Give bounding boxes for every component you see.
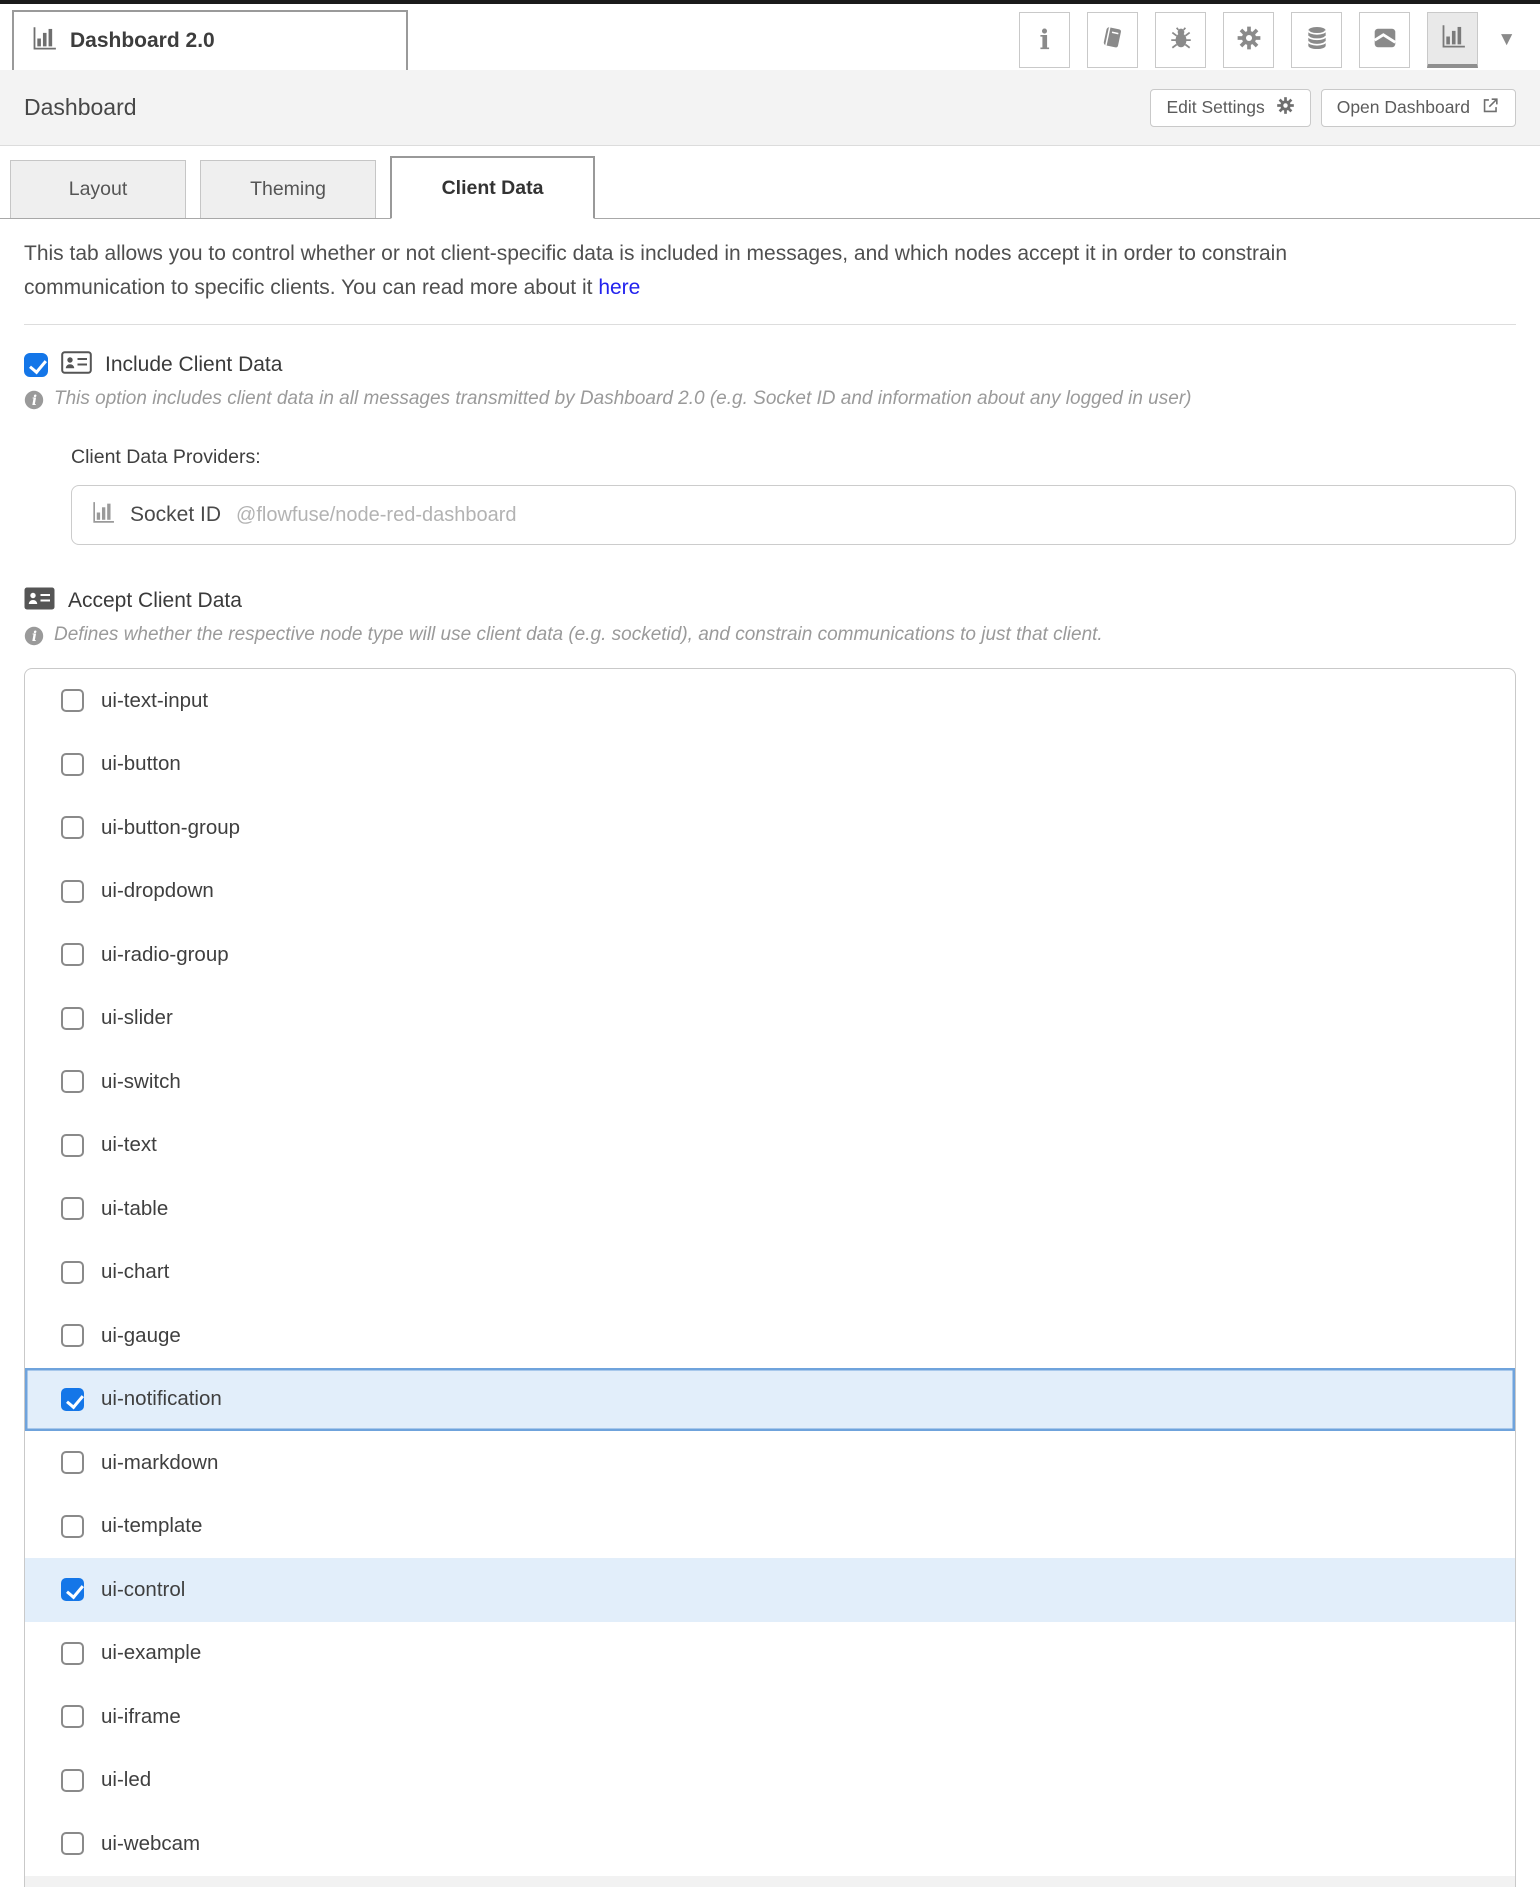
node-label: ui-control — [101, 1577, 186, 1601]
node-label: ui-table — [101, 1196, 169, 1220]
node-row-ui-webcam[interactable] — [25, 1812, 1515, 1876]
config-tab-button[interactable] — [1223, 12, 1274, 68]
node-label: ui-button-group — [101, 815, 241, 839]
dashboard-tab-button[interactable] — [1427, 12, 1478, 68]
tab-theming[interactable]: Theming — [200, 160, 376, 218]
node-row-ui-text-input[interactable] — [25, 669, 1515, 733]
dashboard-header — [0, 70, 1540, 146]
node-checkbox[interactable] — [61, 943, 84, 966]
node-checkbox[interactable] — [61, 1134, 84, 1157]
include-client-data-checkbox[interactable] — [24, 353, 48, 377]
node-checkbox[interactable] — [61, 753, 84, 776]
node-checkbox[interactable] — [61, 1007, 84, 1030]
settings-tabs — [0, 156, 1540, 219]
node-label: ui-example — [101, 1641, 202, 1665]
node-label: ui-text — [101, 1133, 157, 1157]
node-checkbox[interactable] — [61, 1324, 84, 1347]
node-label: ui-dropdown — [101, 879, 214, 903]
tab-bar — [0, 4, 1540, 70]
tab-client-data[interactable]: Client Data — [390, 156, 595, 219]
include-info-text: This option includes client data in all messages transmitted by Dashboard 2.0 (e.g. Socket ID and information about any logged in user) — [54, 388, 1192, 409]
node-row-ui-button-group[interactable] — [25, 796, 1515, 860]
node-label: ui-webcam — [101, 1831, 201, 1855]
node-label: ui-slider — [101, 1006, 173, 1030]
node-label: ui-gauge — [101, 1323, 181, 1347]
include-client-data-row — [24, 351, 1516, 379]
node-checkbox[interactable] — [61, 689, 84, 712]
svg-text:i: i — [31, 628, 38, 645]
tab-label: Dashboard 2.0 — [70, 29, 215, 52]
node-row-ui-chart[interactable] — [25, 1241, 1515, 1305]
accept-info-text: Defines whether the respective node type will use client data (e.g. socketid), and constrain communications to just that client. — [54, 624, 1103, 645]
node-row-ui-markdown[interactable] — [25, 1431, 1515, 1495]
debug-tab-button[interactable] — [1155, 12, 1206, 68]
node-checkbox[interactable] — [61, 1070, 84, 1093]
node-row-ui-template[interactable] — [25, 1495, 1515, 1559]
node-checkbox[interactable] — [61, 1388, 84, 1411]
svg-text:i: i — [31, 392, 38, 409]
info-tab-button[interactable] — [1019, 12, 1070, 68]
list-partial-row — [25, 1876, 1515, 1887]
divider — [24, 324, 1516, 325]
node-label: ui-radio-group — [101, 942, 229, 966]
node-label: ui-button — [101, 752, 181, 776]
node-row-ui-table[interactable] — [25, 1177, 1515, 1241]
node-checkbox[interactable] — [61, 1578, 84, 1601]
node-row-ui-switch[interactable] — [25, 1050, 1515, 1114]
book-icon — [1100, 25, 1126, 56]
bug-icon — [1168, 25, 1194, 56]
tab-dashboard-2-0[interactable] — [12, 10, 408, 70]
id-card-icon — [61, 351, 92, 379]
external-link-icon — [1481, 96, 1500, 120]
node-label: ui-template — [101, 1514, 203, 1538]
bar-chart-icon — [1439, 23, 1466, 55]
sidebar-toolbar — [1019, 12, 1516, 68]
layers-tab-button[interactable] — [1359, 12, 1410, 68]
bar-chart-icon — [30, 25, 57, 57]
open-dashboard-button[interactable] — [1321, 89, 1516, 127]
providers-label: Client Data Providers: — [71, 446, 261, 468]
node-row-ui-slider[interactable] — [25, 987, 1515, 1051]
node-checkbox[interactable] — [61, 1769, 84, 1792]
intro-text: This tab allows you to control whether or not client-specific data is included in messages, and which nodes accept it in order to constrain communication to specific clients. You can read more about it here — [24, 242, 1287, 299]
node-row-ui-dropdown[interactable] — [25, 860, 1515, 924]
accept-info-row — [24, 624, 1516, 646]
header-buttons — [1150, 89, 1516, 127]
node-label: ui-markdown — [101, 1450, 219, 1474]
open-dashboard-label: Open Dashboard — [1336, 97, 1470, 117]
database-icon — [1304, 25, 1330, 56]
node-row-ui-notification[interactable] — [25, 1368, 1515, 1432]
include-info-row — [24, 388, 1516, 410]
layers-icon — [1372, 25, 1398, 56]
include-client-data-label: Include Client Data — [105, 353, 283, 376]
gear-icon — [1276, 96, 1295, 120]
node-label: ui-notification — [101, 1387, 222, 1411]
node-checkbox[interactable] — [61, 1197, 84, 1220]
node-label: ui-iframe — [101, 1704, 181, 1728]
edit-settings-label: Edit Settings — [1166, 97, 1265, 117]
info-circle-icon — [24, 626, 44, 646]
client-data-panel — [0, 237, 1540, 1887]
accept-client-data-label: Accept Client Data — [68, 589, 242, 612]
node-checkbox[interactable] — [61, 1451, 84, 1474]
gear-icon — [1236, 25, 1262, 56]
node-checkbox[interactable] — [61, 1832, 84, 1855]
node-row-ui-iframe[interactable] — [25, 1685, 1515, 1749]
node-type-list — [24, 668, 1516, 1887]
node-checkbox[interactable] — [61, 1261, 84, 1284]
node-checkbox[interactable] — [61, 1705, 84, 1728]
node-row-ui-radio-group[interactable] — [25, 923, 1515, 987]
id-card-filled-icon — [24, 587, 55, 615]
tab-layout[interactable]: Layout — [10, 160, 186, 218]
chevron-down-icon[interactable]: ▼ — [1497, 29, 1516, 50]
node-row-ui-text[interactable] — [25, 1114, 1515, 1178]
help-tab-button[interactable] — [1087, 12, 1138, 68]
edit-settings-button[interactable] — [1150, 89, 1310, 127]
node-label: ui-switch — [101, 1069, 181, 1093]
provider-package: @flowfuse/node-red-dashboard — [236, 503, 517, 526]
node-label: ui-text-input — [101, 688, 209, 712]
node-checkbox[interactable] — [61, 880, 84, 903]
node-row-ui-led[interactable] — [25, 1749, 1515, 1813]
page-title: Dashboard — [24, 94, 137, 120]
node-row-ui-control[interactable] — [25, 1558, 1515, 1622]
context-tab-button[interactable] — [1291, 12, 1342, 68]
node-row-ui-button[interactable] — [25, 733, 1515, 797]
node-checkbox[interactable] — [61, 1642, 84, 1665]
accept-client-data-row — [24, 587, 1516, 615]
node-label: ui-led — [101, 1768, 152, 1792]
info-icon: i — [1039, 24, 1050, 56]
node-label: ui-chart — [101, 1260, 170, 1284]
node-row-ui-gauge[interactable] — [25, 1304, 1515, 1368]
node-checkbox[interactable] — [61, 816, 84, 839]
provider-name: Socket ID — [130, 503, 222, 526]
client-data-provider-item[interactable] — [71, 485, 1516, 545]
info-circle-icon — [24, 390, 44, 410]
node-row-ui-example[interactable] — [25, 1622, 1515, 1686]
node-checkbox[interactable] — [61, 1515, 84, 1538]
bar-chart-icon — [90, 500, 115, 530]
here-link[interactable]: here — [598, 276, 641, 299]
